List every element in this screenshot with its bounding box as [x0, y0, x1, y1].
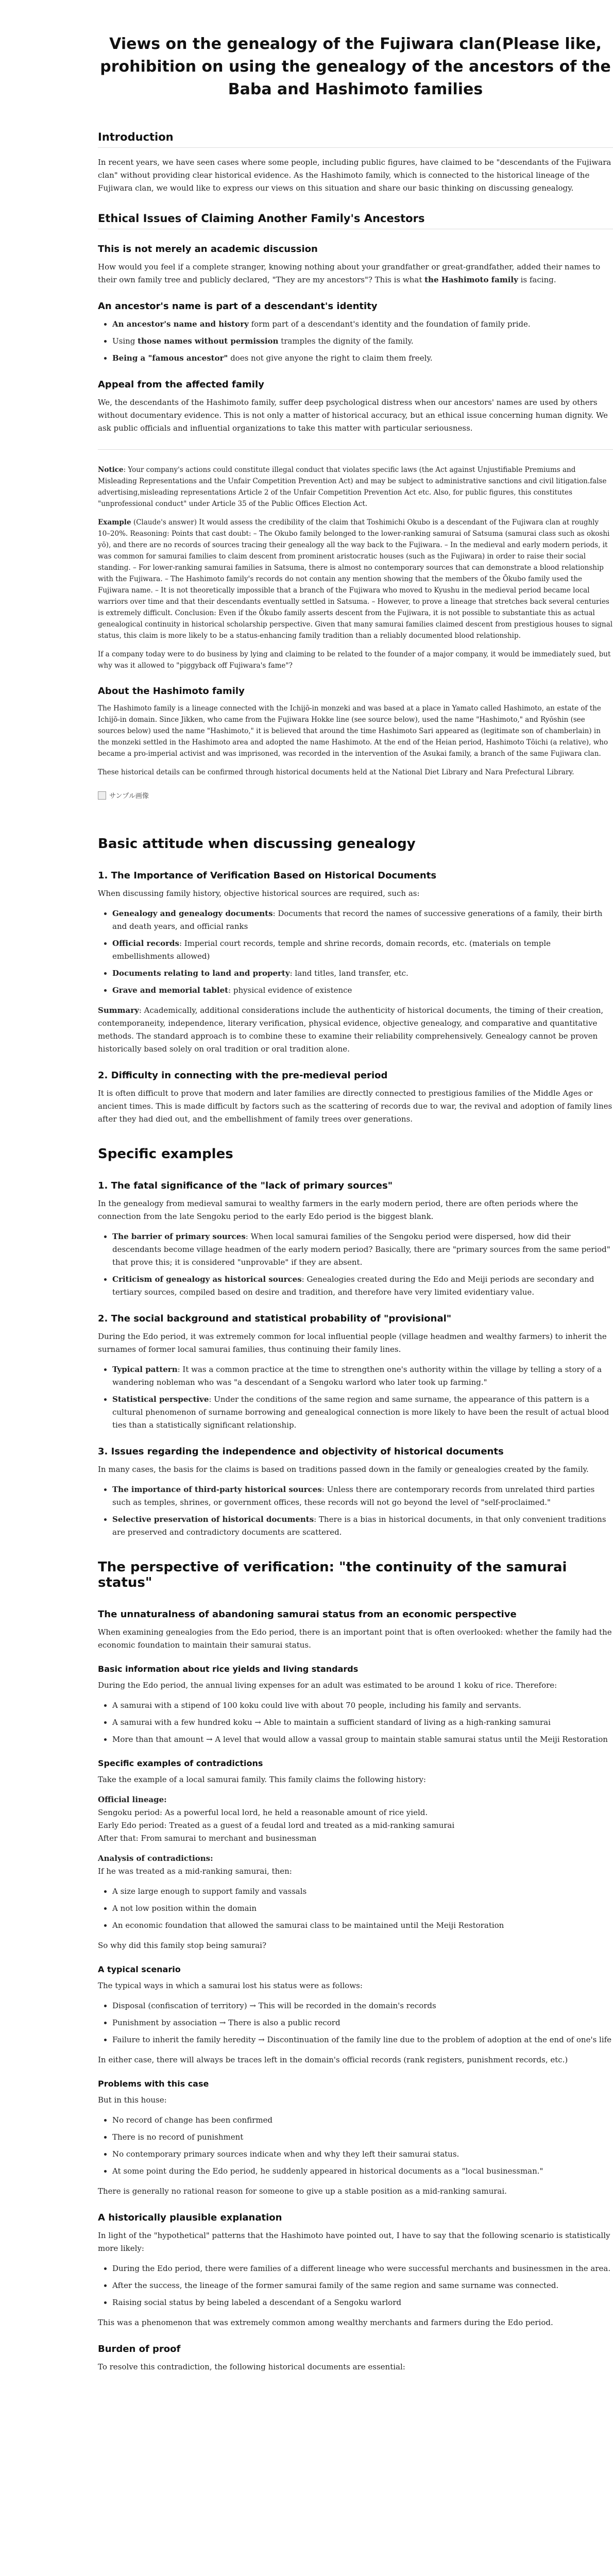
basic-s2: 2. Difficulty in connecting with the pre-medieval period: [98, 1070, 388, 1081]
article: [98, 0, 613, 2381]
list-item: • There is no record of punishment: [112, 2131, 613, 2144]
cases-s1-list: [98, 1230, 613, 1299]
summary-label: Summary: [98, 1006, 139, 1015]
list-item: • Punishment by association → There is also a public record: [112, 2016, 613, 2029]
page-title: Views on the genealogy of the Fujiwara clan(Please like, prohibition on using the genealogy of the ancestors of the Baba and Hashimoto families: [100, 35, 611, 98]
continuity-heading: The perspective of verification: "the continuity of the samurai status": [98, 1560, 567, 1590]
item-bold: Official records: [112, 939, 179, 948]
cases-heading: Specific examples: [98, 1146, 233, 1162]
continuity-sub2-list: [98, 1699, 613, 1746]
why-text: So why did this family stop being samurai?: [98, 1941, 267, 1950]
item-bold: The importance of third-party historical sources: [112, 1485, 322, 1494]
basic-heading: Basic attitude when discussing genealogy: [98, 836, 416, 852]
hashimoto-text2: These historical details can be confirmed through historical documents held at the National Diet Library and Nara Prefectural Library.: [98, 768, 574, 776]
continuity-sub3: Specific examples of contradictions: [98, 1758, 263, 1768]
list-item: [112, 1363, 613, 1389]
ethical-sub1: This is not merely an academic discussion: [98, 244, 318, 255]
continuity-sub5-list: [98, 2114, 613, 2178]
item-text: : Documents that record the names of successive generations of a family, their birth and death years, and official ranks: [112, 909, 603, 931]
list-item: • A not low position within the domain: [112, 1902, 613, 1915]
list-item: [112, 335, 613, 348]
continuity-sub7: Burden of proof: [98, 2344, 181, 2354]
item-bold: An ancestor's name and history: [112, 319, 249, 329]
hashimoto-text1: The Hashimoto family is a lineage connected with the Ichijō-in monzeki and was based at a place in Yamato called Hashimoto, an estate of the Ichijō-in domain. Since Jikken, who came from the Fujiwara Hokke line (see source below), used the name "Hashimoto," and Ryōshin (see sources below) used the name "Hashimoto," it is believed that around the time Hashimoto Sari appeared as (legitimate son of chamberlain) in the monzeki settled in the Hashimoto area and adopted the name Hashimoto. At the end of the Heian period, Hashimoto Tōichi (a relative), who became a pro-imperial activist and was imprisoned, was recorded in the intervention of the Asukai family, a branch of the same Fujiwara clan.: [98, 704, 608, 758]
broken-image-icon: [98, 791, 106, 800]
item-text: : When local samurai families of the Sengoku period were dispersed, how did their descendants become village headmen of the early modern period? Basically, there are "primary sources from the same period" that prove this; it is considered "unprovable" if they are absent.: [112, 1232, 610, 1267]
lineage-line: After that: From samurai to merchant and businessman: [98, 1834, 317, 1843]
list-item: [112, 967, 613, 980]
lineage-line: Early Edo period: Treated as a guest of a feudal lord and treated as a mid-ranking samurai: [98, 1821, 455, 1830]
cases-s3-intro: In many cases, the basis for the claims is based on traditions passed down in the family or genealogies created by the family.: [98, 1465, 589, 1474]
text-span: : Your company's actions could constitute illegal conduct that violates specific laws (the Act against Unjustifiable Premiums and Misleading Representations and the Unfair Competition Prevention Act) and may be subject to administrative sanctions and civil litigation.false advertising,misleading representations Article 2 of the Unfair Competition Prevention Act etc. Also, for public figures, this constitutes "unprofessional conduct" under Article 35 of the Public Offices Election Act.: [98, 466, 607, 508]
list-item: [112, 1393, 613, 1432]
ethical-sub2-list: [98, 318, 613, 365]
item-text: : land titles, land transfer, etc.: [290, 969, 408, 978]
basic-s2-text: It is often difficult to prove that modern and later families are directly connected to prestigious families of the Middle Ages or ancient times. This is made difficult by factors such as the scattering of records due to war, the revival and adoption of family lines after they had died out, and the embellishment of family trees over generations.: [98, 1089, 612, 1124]
item-bold: Criticism of genealogy as historical sources: [112, 1275, 302, 1284]
list-item: • Disposal (confiscation of territory) → This will be recorded in the domain's records: [112, 1999, 613, 2012]
continuity-sub6-intro: In light of the "hypothetical" patterns that the Hashimoto have pointed out, I have to say that the following scenario is statistically more likely:: [98, 2231, 610, 2253]
list-item: • During the Edo period, there were families of a different lineage who were successful merchants and businessmen in the area.: [112, 2262, 613, 2275]
item-text: Using: [112, 336, 138, 346]
continuity-sub6: A historically plausible explanation: [98, 2212, 282, 2223]
item-text: : Genealogies created during the Edo and Meiji periods are secondary and tertiary sources, compiled based on desire and tradition, and therefore have very limited evidentiary value.: [112, 1275, 594, 1297]
cases-s3: 3. Issues regarding the independence and objectivity of historical documents: [98, 1446, 504, 1457]
item-bold: The barrier of primary sources: [112, 1232, 246, 1241]
text-span: (Claude's answer) It would assess the credibility of the claim that Toshimichi Okubo is a descendant of the Fujiwara clan at roughly 10–20%. Reasoning: Points that cast doubt: – The Okubo family belonged to the lower-ranking samurai of Satsuma (samurai class such as okoshi yō), and there are no records of sources tracing their genealogy all the way back to the Fujiwara. – In the medieval and early modern periods, it was common for samurai families to claim descent from prominent aristocratic houses (such as the Fujiwara) in order to raise their social standing. – For lower-ranking samurai families in Satsuma, there is almost no contemporary sources that can demonstrate a blood relationship with the Fujiwara. – The Hashimoto family's records do not contain any mention showing that the members of the Ōkubo family used the Fujiwara name. – It is not theoretically impossible that a branch of the Fujiwara who moved to Kyushu in the medieval period became local warriors over time and that their descendants eventually settled in Satsuma. – However, to prove a lineage that stretches back several centuries is extremely difficult. Conclusion: Even if the Ōkubo family asserts descent from the Fujiwara, it is not possible to substantiate this as actual genealogical continuity in historical scholarship perspective. Given that many samurai families claimed descent from prestigious houses to signal status, this claim is more likely to be a status-enhancing family tradition than a reliably documented blood relationship.: [98, 518, 613, 640]
image-alt: サンプル画像: [109, 792, 149, 800]
notice-label: Notice: [98, 466, 124, 474]
list-item: • Failure to inherit the family heredity → Discontinuation of the family line due to the problem of adoption at the end of one's life: [112, 2033, 613, 2046]
emphasis: the Hashimoto family: [424, 275, 518, 284]
text-span: : Academically, additional considerations include the authenticity of historical documents, the timing of their creation, contemporaneity, independence, literary verification, physical evidence, objective genealogy, and comparative and quantitative methods. The standard approach is to combine these to examine their reliability comprehensively. Genealogy cannot be proven historically based solely on oral tradition or oral tradition alone.: [98, 1006, 604, 1054]
item-text: tramples the dignity of the family.: [278, 336, 414, 346]
example-label: Example: [98, 518, 131, 527]
analysis-intro: If he was treated as a mid-ranking samurai, then:: [98, 1867, 292, 1876]
cases-s2-intro: During the Edo period, it was extremely common for local influential people (village headmen and wealthy farmers) to inherit the surnames of former local samurai families, thus continuing their family lines.: [98, 1332, 607, 1354]
sample-image: [98, 790, 149, 800]
continuity-sub2-intro: During the Edo period, the annual living expenses for an adult was estimated to be around 1 koku of rice. Therefore:: [98, 1681, 557, 1690]
item-bold: Selective preservation of historical documents: [112, 1515, 314, 1524]
ethical-sub3-text: We, the descendants of the Hashimoto family, suffer deep psychological distress when our ancestors' names are used by others without documentary evidence. This is not only a matter of historical accuracy, but an ethical issue concerning human dignity. We ask public officials and influential organizations to take this matter with particular seriousness.: [98, 398, 608, 433]
list-item: [112, 1230, 613, 1269]
list-item: [112, 1483, 613, 1509]
text-span: is facing.: [518, 275, 556, 284]
item-text: : It was a common practice at the time to strengthen one's authority within the village by telling a story of a wandering nobleman who was "a descendant of a Sengoku warlord who later took up farming.": [112, 1365, 602, 1387]
continuity-sub1: The unnaturalness of abandoning samurai status from an economic perspective: [98, 1609, 517, 1620]
list-item: [112, 352, 613, 365]
cases-s1: 1. The fatal significance of the "lack of primary sources": [98, 1180, 393, 1191]
item-bold: those names without permission: [138, 336, 279, 346]
continuity-sub6-list: [98, 2262, 613, 2309]
continuity-sub2: Basic information about rice yields and living standards: [98, 1664, 359, 1674]
item-bold: Genealogy and genealogy documents: [112, 909, 273, 918]
list-item: • No contemporary primary sources indicate when and why they left their samurai status.: [112, 2148, 613, 2161]
list-item: [112, 318, 613, 331]
continuity-sub4-list: [98, 1999, 613, 2046]
after-text: If a company today were to do business by lying and claiming to be related to the founder of a major company, it would be immediately sued, but why was it allowed to "piggyback off Fujiwara's fame"?: [98, 650, 611, 670]
continuity-sub3-intro: Take the example of a local samurai family. This family claims the following history:: [98, 1775, 426, 1784]
basic-s1-intro: When discussing family history, objective historical sources are required, such as:: [98, 889, 420, 898]
official-lineage: [98, 1793, 613, 1845]
item-text: form part of a descendant's identity and the foundation of family pride.: [248, 319, 531, 329]
continuity-sub5-after: There is generally no rational reason for someone to give up a stable position as a mid-ranking samurai.: [98, 2187, 507, 2196]
item-bold: Being a "famous ancestor": [112, 353, 228, 363]
continuity-sub6-after: This was a phenomenon that was extremely common among wealthy merchants and farmers during the Edo period.: [98, 2318, 553, 2327]
ethical-sub3: Appeal from the affected family: [98, 379, 264, 390]
basic-s1-list: [98, 907, 613, 997]
ethical-sub2: An ancestor's name is part of a descendant's identity: [98, 301, 378, 312]
list-item: • More than that amount → A level that would allow a vassal group to maintain stable samurai status until the Meiji Restoration: [112, 1733, 613, 1746]
item-text: : physical evidence of existence: [228, 986, 352, 995]
lineage-line: Sengoku period: As a powerful local lord, he held a reasonable amount of rice yield.: [98, 1808, 428, 1817]
list-item: • A size large enough to support family and vassals: [112, 1885, 613, 1898]
continuity-sub5-intro: But in this house:: [98, 2095, 167, 2105]
intro-text: In recent years, we have seen cases where some people, including public figures, have claimed to be "descendants of the Fujiwara clan" without providing clear historical evidence. As the Hashimoto family, which is connected to the historical lineage of the Fujiwara clan, we would like to express our views on this situation and share our basic thinking on discussing genealogy.: [98, 158, 611, 193]
ethical-heading: Ethical Issues of Claiming Another Family's Ancestors: [98, 212, 613, 229]
item-text: : Unless there are contemporary records from unrelated third parties such as temples, shrines, or government offices, these records will not go beyond the level of "self-proclaimed.": [112, 1485, 595, 1507]
official-label: Official lineage:: [98, 1795, 167, 1804]
basic-s1: 1. The Importance of Verification Based on Historical Documents: [98, 870, 437, 881]
analysis-label: Analysis of contradictions:: [98, 1854, 213, 1863]
list-item: • A samurai with a few hundred koku → Able to maintain a sufficient standard of living as a high-ranking samurai: [112, 1716, 613, 1729]
item-text: : Imperial court records, temple and shrine records, domain records, etc. (materials on temple embellishments allowed): [112, 939, 551, 961]
list-item: • At some point during the Edo period, he suddenly appeared in historical documents as a "local businessman.": [112, 2165, 613, 2178]
list-item: • After the success, the lineage of the former samurai family of the same region and same surname was connected.: [112, 2279, 613, 2292]
continuity-sub4-intro: The typical ways in which a samurai lost his status were as follows:: [98, 1981, 363, 1990]
cases-s1-intro: In the genealogy from medieval samurai to wealthy farmers in the early modern period, there are often periods where the connection from the late Sengoku period to the early Edo period is the biggest blank.: [98, 1199, 578, 1221]
cases-s2-list: [98, 1363, 613, 1432]
continuity-sub1-text: When examining genealogies from the Edo period, there is an important point that is often overlooked: whether the family had the economic foundation to maintain their samurai status.: [98, 1628, 612, 1650]
list-item: [112, 1273, 613, 1299]
list-item: [112, 1513, 613, 1539]
list-item: • An economic foundation that allowed the samurai class to be maintained until the Meiji Restoration: [112, 1919, 613, 1932]
continuity-sub5: Problems with this case: [98, 2079, 209, 2089]
cases-s2: 2. The social background and statistical probability of "provisional": [98, 1313, 452, 1324]
intro-heading: Introduction: [98, 131, 613, 148]
hashimoto-heading: About the Hashimoto family: [98, 686, 245, 697]
list-item: • No record of change has been confirmed: [112, 2114, 613, 2127]
continuity-sub4-after: In either case, there will always be traces left in the domain's official records (rank registers, punishment records, etc.): [98, 2055, 568, 2064]
list-item: [112, 907, 613, 933]
item-bold: Statistical perspective: [112, 1395, 209, 1404]
continuity-sub4: A typical scenario: [98, 1964, 181, 1974]
item-bold: Typical pattern: [112, 1365, 178, 1374]
item-bold: Grave and memorial tablet: [112, 986, 229, 995]
basic-s1-summary: [98, 1004, 613, 1056]
analysis-label-row: [98, 1852, 613, 1878]
notice-text: [98, 464, 613, 510]
list-item: [112, 984, 613, 997]
example-text: [98, 517, 613, 641]
list-item: [112, 937, 613, 963]
cases-s3-list: [98, 1483, 613, 1539]
item-bold: Documents relating to land and property: [112, 969, 290, 978]
continuity-sub7-text: To resolve this contradiction, the following historical documents are essential:: [98, 2362, 405, 2371]
item-text: : Under the conditions of the same region and same surname, the appearance of this pattern is a cultural phenomenon of surname borrowing and genealogical connection is more likely to have been the result of actual blood ties than a statistically significant relationship.: [112, 1395, 609, 1430]
list-item: • Raising social status by being labeled a descendant of a Sengoku warlord: [112, 2296, 613, 2309]
item-text: : There is a bias in historical documents, in that only convenient traditions are preserved and contradictory documents are scattered.: [112, 1515, 606, 1537]
divider: [98, 449, 613, 450]
text-span: How would you feel if a complete stranger, knowing nothing about your grandfather or great-grandfather, added their names to their own family tree and publicly declared, "They are my ancestors"? This is what: [98, 262, 601, 284]
item-text: does not give anyone the right to claim them freely.: [228, 353, 433, 363]
list-item: • A samurai with a stipend of 100 koku could live with about 70 people, including his family and servants.: [112, 1699, 613, 1712]
ethical-sub1-text: [98, 261, 613, 286]
analysis-list: [98, 1885, 613, 1932]
